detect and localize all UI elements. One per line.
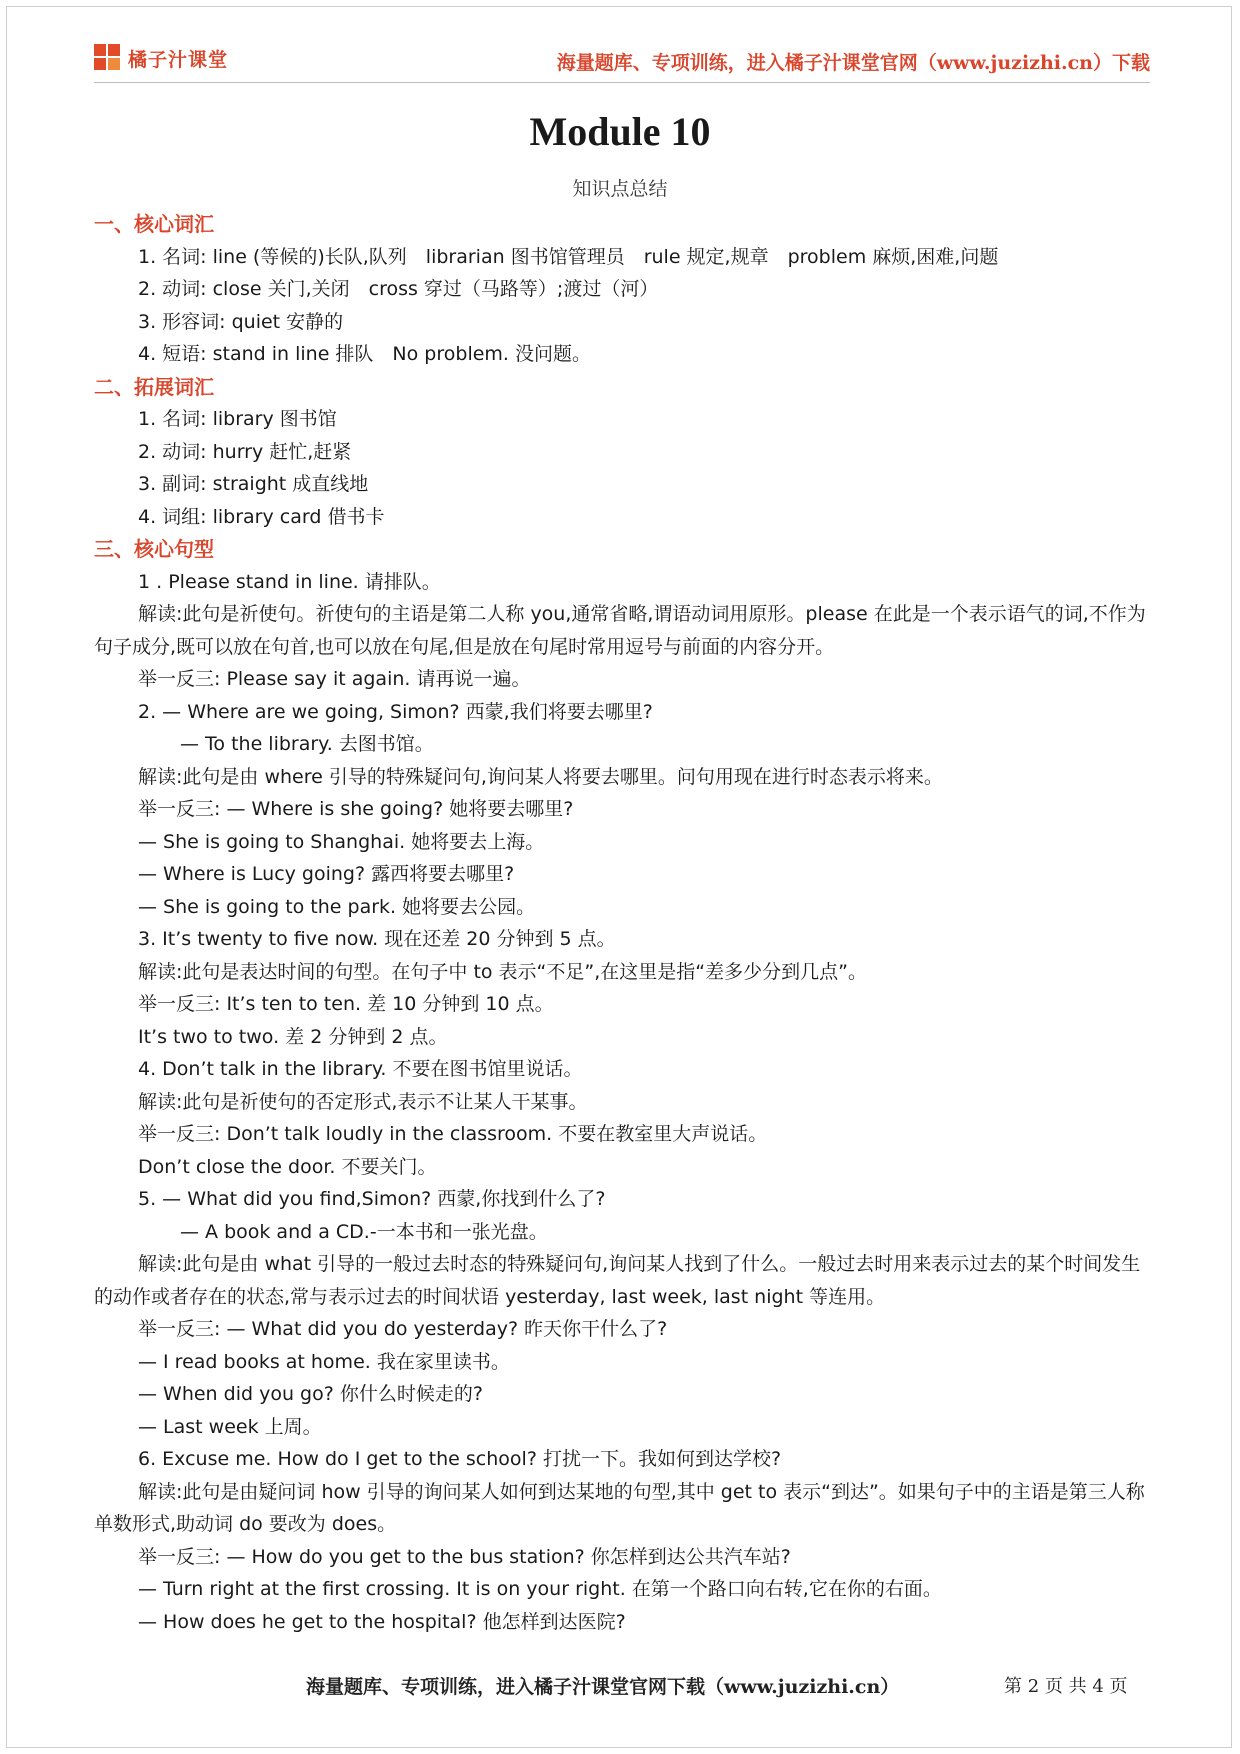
logo-text: 橘子汁课堂 [128, 48, 229, 71]
example-line: 举一反三: Please say it again. 请再说一遍。 [138, 668, 531, 690]
sentence-line: 5. — What did you find,Simon? 西蒙,你找到什么了? [138, 1188, 606, 1210]
vocab-item: 3. 形容词: quiet 安静的 [138, 310, 344, 333]
example-line: 举一反三: — How do you get to the bus station? 你怎样到达公共汽车站? [138, 1545, 791, 1568]
explanation: 解读:此句是表达时间的句型。在句子中 to 表示“不足”,在这里是指“差多少分到几点”。 [138, 960, 867, 983]
example-line: — Where is Lucy going? 露西将要去哪里? [138, 863, 515, 885]
section-heading: 一、核心词汇 [94, 212, 214, 236]
sentence-line: — A book and a CD.-一本书和一张光盘。 [180, 1220, 548, 1243]
example-line: 举一反三: Don’t talk loudly in the classroom. 不要在教室里大声说话。 [138, 1123, 768, 1145]
example-line: — She is going to Shanghai. 她将要去上海。 [138, 830, 545, 853]
example-line: — She is going to the park. 她将要去公园。 [138, 895, 536, 918]
vocab-item: 2. 动词: close 关门,关闭 cross 穿过（马路等）;渡过（河） [138, 278, 659, 300]
example-line: — I read books at home. 我在家里读书。 [138, 1350, 510, 1373]
logo-icon [94, 44, 122, 72]
logo [94, 44, 228, 72]
page-footer [0, 1672, 1240, 1706]
vocab-item: 4. 词组: library card 借书卡 [138, 505, 385, 528]
page-subtitle: 知识点总结 [572, 178, 668, 200]
sentence-line: 2. — Where are we going, Simon? 西蒙,我们将要去哪里? [138, 700, 653, 723]
page-title: Module 10 [529, 109, 711, 154]
explanation: 解读:此句是由 what 引导的一般过去时态的特殊疑问句,询问某人找到了什么。一般过去时用来表示过去的某个时间发生的动作或者存在的状态,常与表示过去的时间状语 yesterday, last week, last night 等连用。 [94, 1253, 1141, 1308]
page-header [94, 40, 1150, 80]
example-line: 举一反三: — What did you do yesterday? 昨天你干什么了? [138, 1318, 668, 1340]
sentence-line: — To the library. 去图书馆。 [180, 733, 434, 755]
vocab-item: 1. 名词: line (等候的)长队,队列 librarian 图书馆管理员 rule 规定,规章 problem 麻烦,困难,问题 [138, 245, 999, 268]
vocab-item: 1. 名词: library 图书馆 [138, 408, 337, 430]
example-line: — How does he get to the hospital? 他怎样到达医院? [138, 1610, 626, 1633]
vocab-item: 4. 短语: stand in line 排队 No problem. 没问题。 [138, 343, 592, 365]
header-slogan: 海量题库、专项训练，进入橘子汁课堂官网（www.juzizhi.cn）下载 [556, 52, 1150, 74]
section-heading: 二、拓展词汇 [94, 374, 214, 399]
sentence-line: 1 . Please stand in line. 请排队。 [138, 570, 441, 593]
sentence-line: 4. Don’t talk in the library. 不要在图书馆里说话。 [138, 1058, 583, 1080]
example-line: 举一反三: — Where is she going? 她将要去哪里? [138, 798, 574, 820]
example-line: Don’t close the door. 不要关门。 [138, 1155, 437, 1178]
explanation: 解读:此句是由疑问词 how 引导的询问某人如何到达某地的句型,其中 get to 表示“到达”。如果句子中的主语是第三人称单数形式,助动词 do 要改为 does。 [94, 1480, 1145, 1535]
explanation: 解读:此句是祈使句的否定形式,表示不让某人干某事。 [138, 1090, 588, 1113]
explanation: 解读:此句是祈使句。祈使句的主语是第二人称 you,通常省略,谓语动词用原形。please 在此是一个表示语气的词,不作为句子成分,既可以放在句首,也可以放在句尾,但是放在句尾时常用逗号与前面的内容分开。 [94, 603, 1146, 658]
sentence-line: 6. Excuse me. How do I get to the school? 打扰一下。我如何到达学校? [138, 1448, 782, 1470]
example-line: — Turn right at the first crossing. It is on your right. 在第一个路口向右转,它在你的右面。 [138, 1578, 942, 1600]
example-line: 举一反三: It’s ten to ten. 差 10 分钟到 10 点。 [138, 993, 554, 1015]
sentence-line: 3. It’s twenty to five now. 现在还差 20 分钟到 5 点。 [138, 928, 616, 950]
explanation: 解读:此句是由 where 引导的特殊疑问句,询问某人将要去哪里。问句用现在进行时态表示将来。 [138, 765, 943, 788]
vocab-item: 3. 副词: straight 成直线地 [138, 473, 369, 495]
vocab-item: 2. 动词: hurry 赶忙,赶紧 [138, 440, 352, 463]
page-number: 第 2 页 共 4 页 [1004, 1676, 1128, 1697]
footer-slogan: 海量题库、专项训练，进入橘子汁课堂官网下载（www.juzizhi.cn） [306, 1676, 900, 1698]
example-line: — When did you go? 你什么时候走的? [138, 1383, 483, 1405]
document-body [94, 208, 1150, 1638]
section-heading: 三、核心句型 [94, 537, 214, 561]
example-line: — Last week 上周。 [138, 1415, 322, 1438]
example-line: It’s two to two. 差 2 分钟到 2 点。 [138, 1025, 448, 1048]
header-divider [94, 82, 1150, 83]
